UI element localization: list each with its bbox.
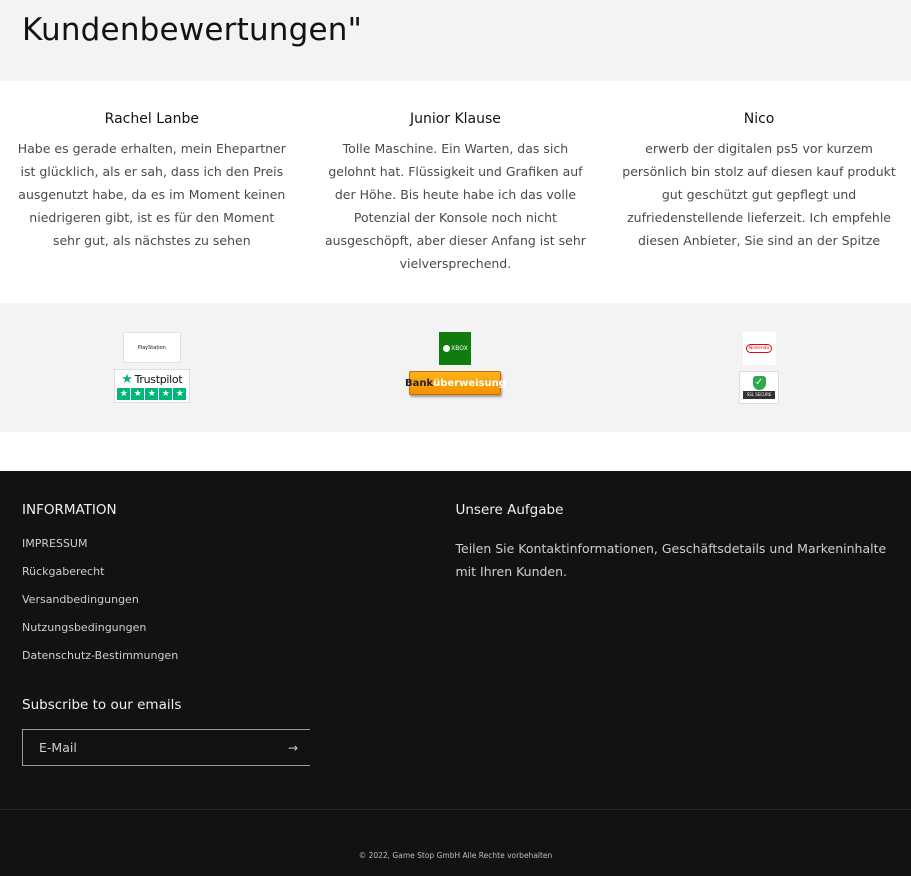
reviewer-name: Junior Klause — [409, 111, 501, 127]
review-text: Tolle Maschine. Ein Warten, das sich gelohnt hat. Flüssigkeit und Grafiken auf der Höhe. Bis heute habe ich das volle Potenzial der Konsole noch nicht ausgeschöpft, aber dieser Anfang ist sehr vielversprechend. — [324, 141, 586, 271]
logos-section — [0, 303, 911, 432]
trustpilot-logo — [114, 369, 190, 403]
site-footer — [0, 471, 911, 876]
trustpilot-rating-stars: ★ ★ ★ ★ ★ — [117, 388, 186, 400]
playstation-logo-text: PlayStation — [137, 344, 166, 351]
newsletter-section — [0, 677, 911, 766]
ssl-secure-badge — [739, 371, 779, 404]
xbox-logo — [439, 332, 471, 365]
shield-check-icon: ✓ — [753, 376, 766, 390]
xbox-sphere-icon — [443, 345, 450, 352]
logo-column — [304, 303, 608, 432]
footer-link-nutzungsbedingungen[interactable]: Nutzungsbedingungen — [22, 621, 147, 634]
footer-link-impressum[interactable]: IMPRESSUM — [22, 537, 88, 550]
ssl-badge-text: SSL SECURE — [743, 391, 775, 399]
footer-copyright-bar — [0, 809, 911, 860]
trustpilot-star-icon: ★ — [121, 372, 133, 387]
trustpilot-logo-text: Trustpilot — [134, 373, 183, 386]
footer-link-rueckgaberecht[interactable]: Rückgaberecht — [22, 565, 105, 578]
footer-links — [22, 537, 456, 662]
review-text: Habe es gerade erhalten, mein Ehepartner ist glücklich, als er sah, dass ich den Preis ausgenutzt habe, da es im Moment keinen niedrigeren gibt, ist es für den Moment sehr gut, als nächstes zu sehen — [17, 141, 286, 248]
reviewer-name: Rachel Lanbe — [104, 111, 199, 127]
email-field-wrapper — [22, 729, 310, 766]
copyright-text: © 2022, Game Stop GmbH Alle Rechte vorbehalten — [358, 851, 553, 860]
footer-info-column — [22, 502, 456, 677]
footer-mission-text: Teilen Sie Kontaktinformationen, Geschäftsdetails und Markeninhalte mit Ihren Kunden. — [455, 541, 887, 579]
bank-transfer-logo — [404, 371, 506, 395]
review-text: erwerb der digitalen ps5 vor kurzem persönlich bin stolz auf diesen kauf produkt gut geschützt gut gepflegt und zufriedenstellende lieferzeit. Ich empfehle diesen Anbieter, Sie sind an der Spitze — [622, 141, 896, 248]
review-card — [0, 111, 304, 303]
footer-link-datenschutz[interactable]: Datenschutz-Bestimmungen — [22, 649, 179, 662]
footer-mission-title: Unsere Aufgabe — [455, 502, 564, 518]
footer-link-versandbedingungen[interactable]: Versandbedingungen — [22, 593, 139, 606]
bank-logo-text-part1: Bank — [404, 377, 434, 389]
logo-column — [607, 303, 911, 432]
heading-band — [0, 0, 911, 81]
reviews-section — [0, 81, 911, 303]
nintendo-logo — [743, 332, 776, 365]
xbox-logo-text: XBOX — [451, 345, 468, 352]
page-title: Kundenbewertungen" — [22, 12, 363, 48]
nintendo-logo-text: Nintendo — [746, 344, 772, 353]
newsletter-title: Subscribe to our emails — [22, 697, 182, 713]
email-field[interactable] — [39, 740, 259, 755]
playstation-logo — [123, 332, 181, 363]
arrow-right-icon[interactable]: → — [287, 740, 298, 755]
bank-logo-text-part2: überweisung — [433, 377, 506, 389]
section-spacer — [0, 432, 911, 471]
footer-mission-column — [456, 502, 890, 677]
review-card — [304, 111, 608, 303]
review-card — [607, 111, 911, 303]
logo-column — [0, 303, 304, 432]
footer-info-title: INFORMATION — [22, 502, 117, 518]
reviewer-name: Nico — [743, 111, 775, 127]
